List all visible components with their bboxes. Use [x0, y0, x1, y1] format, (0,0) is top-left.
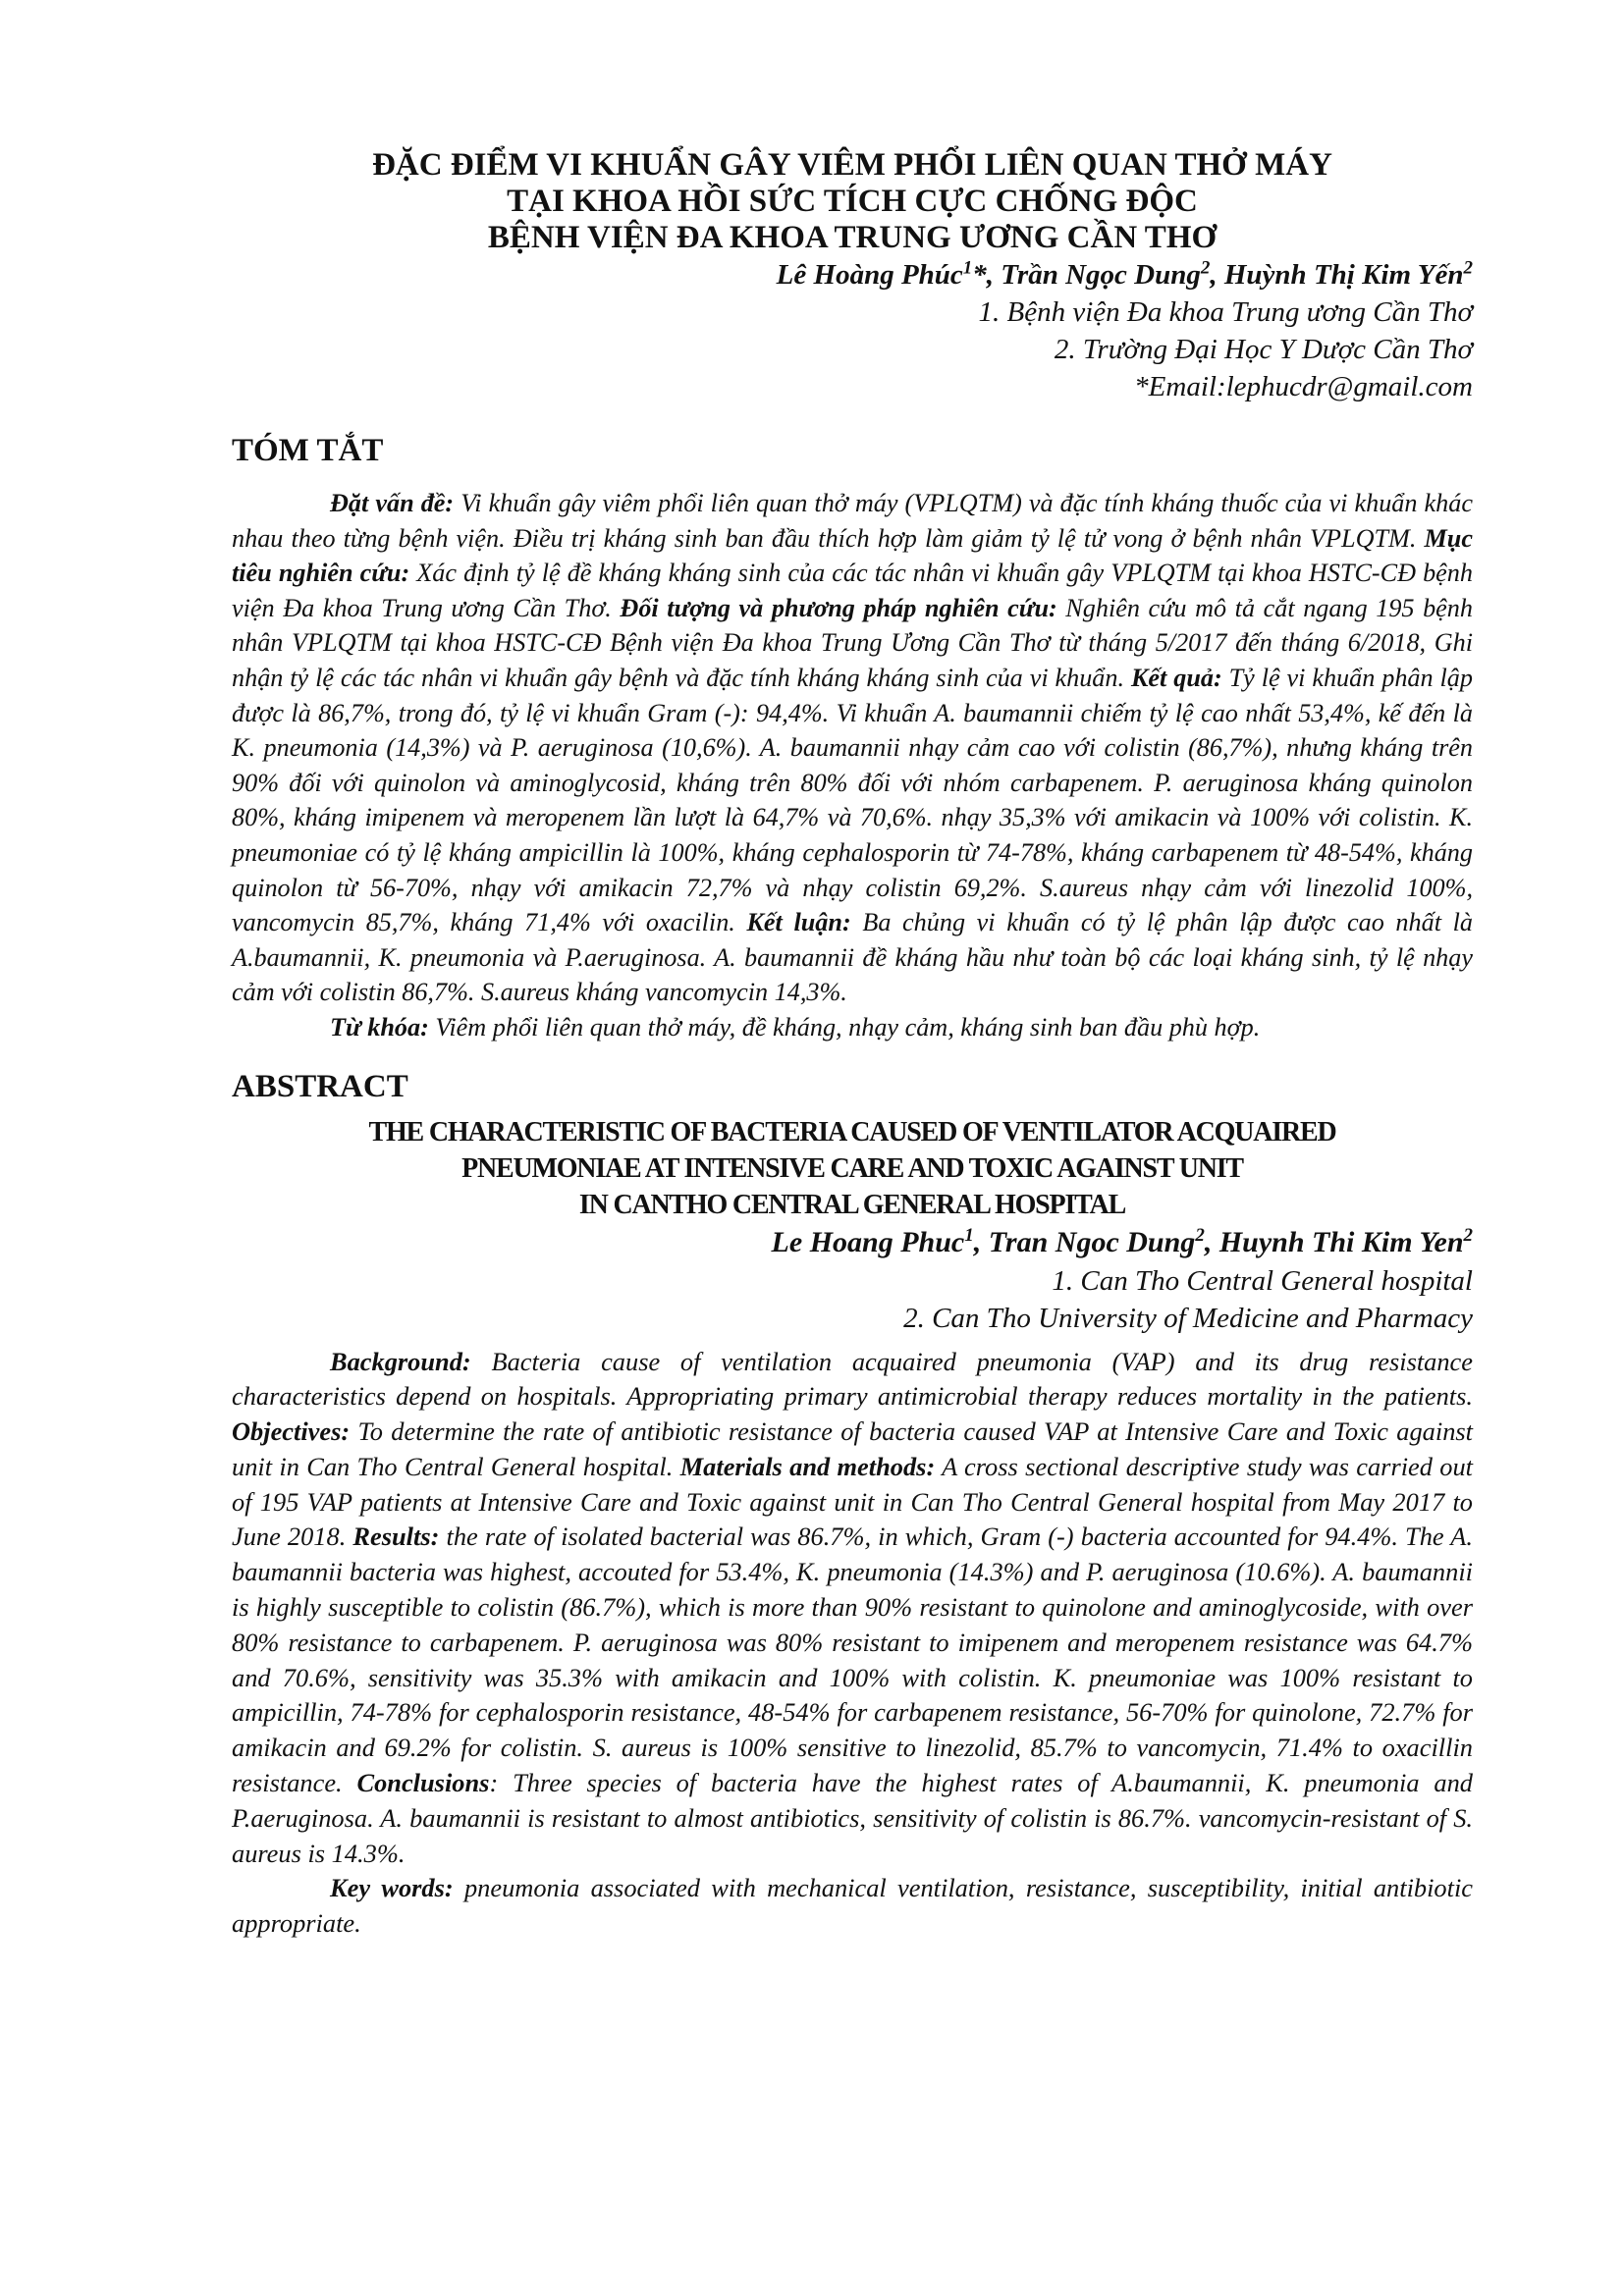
- author-separator: ,: [1204, 1225, 1219, 1258]
- en-authors: [232, 1223, 1473, 1262]
- author-name: Le Hoang Phuc: [771, 1225, 965, 1258]
- vi-title: [232, 147, 1473, 256]
- vi-keywords-text: Viêm phổi liên quan thở máy, đề kháng, nhạy cảm, kháng sinh ban đầu phù hợp.: [428, 1012, 1261, 1041]
- en-keywords-label: Key words:: [330, 1873, 454, 1903]
- vi-abstract-paragraph: [232, 486, 1473, 1010]
- author-name: Huỳnh Thị Kim Yến: [1223, 259, 1464, 291]
- author-separator: ,: [1210, 259, 1224, 291]
- vi-title-line: ĐẶC ĐIỂM VI KHUẨN GÂY VIÊM PHỔI LIÊN QUAN THỞ MÁY: [372, 147, 1332, 183]
- en-objective-text: To determine the rate of antibiotic resistance of bacteria caused VAP at Intensive Care and Toxic against unit in Can Tho Central General hospital.: [232, 1416, 1473, 1481]
- vi-results-label: Kết quả:: [1130, 663, 1222, 692]
- vi-section-heading: TÓM TẮT: [232, 433, 384, 468]
- vi-title-line: TẠI KHOA HỒI SỨC TÍCH CỰC CHỐNG ĐỘC: [507, 184, 1198, 219]
- author-name: Lê Hoàng Phúc: [776, 259, 963, 291]
- vi-affiliation: 2. Trường Đại Học Y Dược Cần Thơ: [1054, 334, 1473, 365]
- vi-conclusion-text: Ba chủng vi khuẩn có tỷ lệ phân lập được cao nhất là A.baumannii, K. pneumonia và P.aeruginosa. A. baumannii đề kháng hầu như toàn bộ các loại kháng sinh, tỷ lệ nhạy cảm với colistin 86,7%. S.aureus kháng vancomycin 14,3%.: [232, 908, 1473, 1007]
- author-name: Tran Ngoc Dung: [988, 1225, 1196, 1258]
- vi-keywords: [232, 1010, 1473, 1045]
- en-title: [232, 1114, 1473, 1223]
- en-keywords-text: pneumonia associated with mechanical ventilation, resistance, susceptibility, initial antibiotic appropriate.: [232, 1873, 1473, 1939]
- vi-conclusion-label: Kết luận:: [746, 908, 851, 937]
- vi-methods-text: Nghiên cứu mô tả cắt ngang 195 bệnh nhân VPLQTM tại khoa HSTC-CĐ Bệnh viện Đa khoa Trung Ương Cần Thơ từ tháng 5/2017 đến tháng 6/2018, Ghi nhận tỷ lệ các tác nhân vi khuẩn gây bệnh và đặc tính kháng kháng sinh của vi khuẩn.: [232, 593, 1473, 692]
- vi-keywords-label: Từ khóa:: [330, 1012, 429, 1041]
- en-results-label: Results:: [352, 1522, 440, 1552]
- en-abstract-paragraph: [232, 1345, 1473, 1872]
- vi-authors: [232, 256, 1473, 294]
- en-results-text: the rate of isolated bacterial was 86.7%, in which, Gram (-) bacteria accounted for 94.4%. The A. baumannii bacteria was highest, accouted for 53.4%, K. pneumonia (14.3%) and P. aeruginosa (10.6%). A. baumannii is highly susceptible to colistin (86.7%), which is more than 90% resistant to quinolone and aminoglycoside, with over 80% resistance to carbapenem. P. aeruginosa was 80% resistant to imipenem and meropenem resistance was 64.7% and 70.6%, sensitivity was 35.3% with amikacin and 100% with colistin. K. pneumoniae was 100% resistant to ampicillin, 74-78% for cephalosporin resistance, 48-54% for carbapenem resistance, 56-70% for quinolone, 72.7% for amikacin and 69.2% for colistin. S. aureus is 100% sensitive to linezolid, 85.7% to vancomycin, 71.4% to oxacillin resistance.: [232, 1522, 1473, 1798]
- en-title-line: IN CANTHO CENTRAL GENERAL HOSPITAL: [578, 1189, 1126, 1220]
- vi-email: *Email:lephucdr@gmail.com: [1134, 371, 1473, 402]
- author-superscript: 2: [1195, 1224, 1205, 1246]
- author-superscript: 1: [962, 257, 973, 279]
- vi-title-line: BỆNH VIỆN ĐA KHOA TRUNG ƯƠNG CẦN THƠ: [487, 220, 1218, 255]
- author-separator: *,: [972, 259, 1001, 291]
- vi-objective-text: Xác định tỷ lệ đề kháng kháng sinh của các tác nhân vi khuẩn gây VPLQTM tại khoa HSTC-CĐ bệnh viện Đa khoa Trung ương Cần Thơ.: [232, 559, 1473, 622]
- en-title-line: THE CHARACTERISTIC OF BACTERIA CAUSED OF VENTILATOR ACQUAIRED: [368, 1116, 1336, 1148]
- author-separator: ,: [973, 1225, 989, 1258]
- en-keywords: [232, 1871, 1473, 1942]
- en-title-line: PNEUMONIAE AT INTENSIVE CARE AND TOXIC AGAINST UNIT: [461, 1152, 1243, 1184]
- author-superscript: 2: [1463, 257, 1473, 279]
- paper-page: [232, 147, 1473, 1942]
- en-affiliation: 2. Can Tho University of Medicine and Pharmacy: [903, 1302, 1473, 1334]
- en-conclusion-text: : Three species of bacteria have the highest rates of A.baumannii, K. pneumonia and P.aeruginosa. A. baumannii is resistant to almost antibiotics, sensitivity of colistin is 86.7%. vancomycin-resistant of S. aureus is 14.3%.: [232, 1768, 1473, 1868]
- en-section-heading: ABSTRACT: [232, 1068, 408, 1104]
- en-methods-text: A cross sectional descriptive study was carried out of 195 VAP patients at Intensive Care and Toxic against unit in Can Tho Central General hospital from May 2017 to June 2018.: [232, 1451, 1474, 1552]
- en-conclusion-label: Conclusions: [356, 1768, 490, 1798]
- author-superscript: 1: [964, 1224, 974, 1246]
- en-background-label: Background:: [330, 1346, 471, 1376]
- author-superscript: 2: [1463, 1224, 1473, 1246]
- en-objective-label: Objectives:: [232, 1416, 351, 1447]
- vi-background-label: Đặt vấn đề:: [330, 489, 455, 517]
- author-superscript: 2: [1200, 257, 1211, 279]
- vi-methods-label: Đối tượng và phương pháp nghiên cứu:: [620, 593, 1057, 622]
- author-name: Huynh Thi Kim Yen: [1218, 1225, 1464, 1258]
- en-affiliation: 1. Can Tho Central General hospital: [1052, 1264, 1473, 1297]
- vi-objective-label: Mục tiêu nghiên cứu:: [232, 523, 1473, 588]
- vi-affiliation: 1. Bệnh viện Đa khoa Trung ương Cần Thơ: [978, 296, 1473, 328]
- author-name: Trần Ngọc Dung: [1001, 259, 1201, 291]
- vi-results-text: Tỷ lệ vi khuẩn phân lập được là 86,7%, trong đó, tỷ lệ vi khuẩn Gram (-): 94,4%. Vi khuẩn A. baumannii chiếm tỷ lệ cao nhất 53,4%, kế đến là K. pneumonia (14,3%) và P. aeruginosa (10,6%). A. baumannii nhạy cảm cao với colistin (86,7%), nhưng kháng trên 90% đối với quinolon và aminoglycosid, kháng trên 80% đối với nhóm carbapenem. P. aeruginosa kháng quinolon 80%, kháng imipenem và meropenem lần lượt là 64,7% và 70,6%. nhạy 35,3% với amikacin và 100% với colistin. K. pneumoniae có tỷ lệ kháng ampicillin là 100%, kháng cephalosporin từ 74-78%, kháng carbapenem từ 48-54%, kháng quinolon từ 56-70%, nhạy với amikacin 72,7% và nhạy colistin 69,2%. S.aureus nhạy cảm với linezolid 100%, vancomycin 85,7%, kháng 71,4% với oxacilin.: [232, 663, 1473, 937]
- en-methods-label: Materials and methods:: [679, 1451, 936, 1481]
- en-background-text: Bacteria cause of ventilation acquaired pneumonia (VAP) and its drug resistance characteristics depend on hospitals. Appropriating primary antimicrobial therapy reduces mortality in the patients.: [232, 1346, 1473, 1412]
- vi-background-text: Vi khuẩn gây viêm phổi liên quan thở máy (VPLQTM) và đặc tính kháng thuốc của vi khuẩn khác nhau theo từng bệnh viện. Điều trị kháng sinh ban đầu thích hợp làm giảm tỷ lệ tử vong ở bệnh nhân VPLQTM.: [232, 489, 1473, 553]
